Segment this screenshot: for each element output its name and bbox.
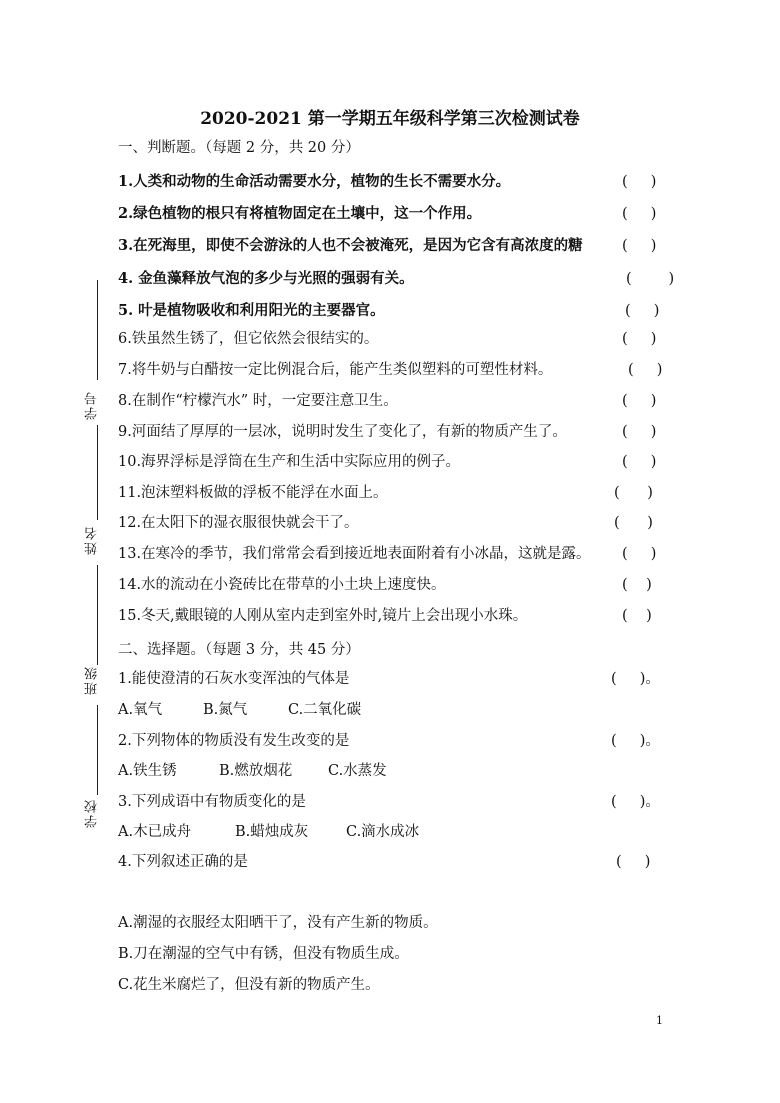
option-b[interactable]: B.氮气 — [203, 702, 248, 718]
answer-paren[interactable]: ( ) — [628, 362, 663, 378]
section1-heading: 一、判断题。（每题 2 分，共 20 分） — [118, 140, 360, 156]
question-text: 11.泡沫塑料板做的浮板不能浮在水面上。 — [118, 485, 388, 501]
margin-line-2 — [97, 425, 98, 520]
answer-paren[interactable]: ( )。 — [611, 671, 660, 687]
question-text: 2.绿色植物的根只有将植物固定在土壤中，这一个作用。 — [118, 205, 482, 222]
question-text: 9.河面结了厚厚的一层冰，说明时发生了变化了，有新的物质产生了。 — [118, 424, 567, 440]
answer-paren[interactable]: ( ) — [622, 608, 652, 624]
answer-paren[interactable]: ( ) — [622, 238, 657, 254]
answer-paren[interactable]: ( ) — [622, 331, 657, 347]
class-label: 班级 — [85, 665, 100, 695]
section2-heading: 二、选择题。（每题 3 分，共 45 分） — [118, 642, 360, 658]
option-a[interactable]: A.铁生锈 — [118, 763, 177, 779]
question-text: 1.能使澄清的石灰水变浑浊的气体是 — [118, 671, 350, 687]
question-text: 2.下列物体的物质没有发生改变的是 — [118, 733, 350, 749]
answer-paren[interactable]: ( ) — [614, 485, 653, 501]
question-text: 10.海界浮标是浮筒在生产和生活中实际应用的例子。 — [118, 454, 461, 470]
answer-paren[interactable]: ( ) — [622, 577, 652, 593]
answer-paren[interactable]: ( ) — [622, 424, 657, 440]
answer-paren[interactable]: ( ) — [625, 303, 660, 319]
exam-title: 2020-2021 第一学期五年级科学第三次检测试卷 — [200, 109, 580, 129]
question-text: 4. 金鱼藻释放气泡的多少与光照的强弱有关。 — [118, 270, 414, 287]
option-c[interactable]: C.花生米腐烂了，但没有新的物质产生。 — [118, 977, 380, 993]
question-text: 5. 叶是植物吸收和利用阳光的主要器官。 — [118, 302, 385, 319]
school-label: 学校 — [85, 798, 100, 828]
answer-paren[interactable]: ( )。 — [611, 733, 660, 749]
answer-paren[interactable]: ( ) — [622, 546, 657, 562]
answer-paren[interactable]: ( ) — [622, 393, 657, 409]
page-number: 1 — [656, 1014, 663, 1027]
option-a[interactable]: A.氧气 — [118, 702, 163, 718]
option-c[interactable]: C.二氧化碳 — [288, 702, 362, 718]
question-text: 1.人类和动物的生命活动需要水分，植物的生长不需要水分。 — [118, 173, 511, 190]
options-row — [118, 700, 361, 720]
option-b[interactable]: B.刀在潮湿的空气中有锈，但没有物质生成。 — [118, 946, 409, 962]
question-text: 13.在寒冷的季节，我们常常会看到接近地表面附着有小冰晶，这就是露。 — [118, 546, 591, 562]
options-row — [118, 761, 387, 781]
question-text: 7.将牛奶与白醋按一定比例混合后，能产生类似塑料的可塑性材料。 — [118, 362, 553, 378]
option-a[interactable]: A.木已成舟 — [118, 824, 192, 840]
answer-paren[interactable]: ( ) — [614, 515, 653, 531]
option-c[interactable]: C.水蒸发 — [328, 763, 387, 779]
option-a[interactable]: A.潮湿的衣服经太阳晒干了，没有产生新的物质。 — [118, 915, 438, 931]
answer-paren[interactable]: ( ) — [622, 206, 657, 222]
question-text: 8.在制作“柠檬汽水” 时，一定要注意卫生。 — [118, 393, 398, 409]
options-row — [118, 822, 419, 842]
question-text: 3.在死海里，即使不会游泳的人也不会被淹死，是因为它含有高浓度的糖 — [118, 237, 583, 254]
question-text: 15.冬天,戴眼镜的人刚从室内走到室外时,镜片上会出现小水珠。 — [118, 608, 528, 624]
option-b[interactable]: B.蜡烛成灰 — [235, 824, 309, 840]
question-text: 6.铁虽然生锈了，但它依然会很结实的。 — [118, 331, 379, 347]
option-c[interactable]: C.滴水成冰 — [346, 824, 420, 840]
answer-paren[interactable]: ( ) — [616, 854, 651, 870]
question-text: 12.在太阳下的湿衣服很快就会干了。 — [118, 515, 359, 531]
question-text: 14.水的流动在小瓷砖比在带草的小土块上速度快。 — [118, 577, 446, 593]
margin-line-3 — [97, 565, 98, 665]
question-text: 4.下列叙述正确的是 — [118, 854, 248, 870]
option-b[interactable]: B.燃放烟花 — [219, 763, 293, 779]
answer-paren[interactable]: ( ) — [622, 174, 657, 190]
margin-line-4 — [97, 705, 98, 795]
answer-paren[interactable]: ( ) — [626, 271, 675, 287]
answer-paren[interactable]: ( )。 — [611, 794, 660, 810]
margin-line-top — [97, 280, 98, 380]
name-label: 姓名 — [85, 525, 100, 555]
question-text: 3.下列成语中有物质变化的是 — [118, 794, 306, 810]
student-id-label: 学号 — [85, 390, 100, 420]
answer-paren[interactable]: ( ) — [622, 454, 657, 470]
